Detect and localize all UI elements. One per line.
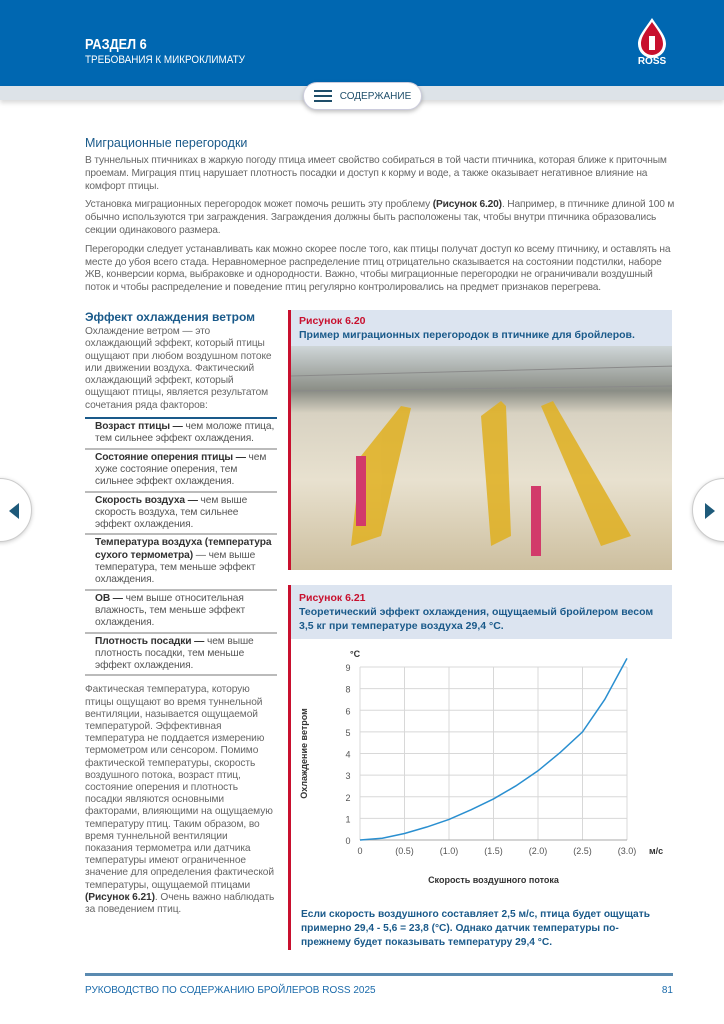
- figure-number: Рисунок 6.20: [299, 315, 366, 327]
- x-tick-label: (0.5): [395, 846, 414, 856]
- factors-list: [85, 417, 277, 676]
- x-axis-label: Скорость воздушного потока: [428, 875, 559, 885]
- figure-note: Если скорость воздушного составляет 2,5 м/с, птица будет ощущать примерно 29,4 - 5,6 = 23,8 (°C). Однако датчик температуры по-прежнему будет показывать температуру 29,4 °C.: [301, 909, 650, 948]
- y-tick-label: 0: [345, 836, 351, 846]
- y-tick-label: 1: [345, 814, 351, 825]
- chevron-left-icon: [9, 503, 19, 519]
- wind-chill-chart: [291, 639, 672, 901]
- migration-section: [85, 136, 677, 301]
- y-axis-label: Охлаждение ветром: [299, 708, 309, 799]
- contents-label: СОДЕРЖАНИЕ: [339, 90, 412, 102]
- y-tick-label: 4: [345, 749, 351, 760]
- footer: [85, 973, 673, 996]
- broiler-house-photo: [291, 346, 672, 570]
- y-tick-label: 9: [345, 663, 351, 673]
- y-tick-label: 3: [345, 771, 351, 782]
- figure-title: Пример миграционных перегородок в птичнике для бройлеров.: [299, 329, 635, 341]
- factor-item: Состояние оперения птицы — чем хуже состояние оперения, тем сильнее эффект охлаждения.: [85, 450, 277, 493]
- y-tick-label: 8: [345, 684, 351, 695]
- factor-item: Температура воздуха (температура сухого термометра) — чем выше температура, тем меньше эффект охлаждения.: [85, 535, 277, 590]
- section-subtitle: ТРЕБОВАНИЯ К МИКРОКЛИМАТУ: [85, 54, 245, 66]
- x-tick-label: (2.5): [573, 846, 592, 856]
- x-tick-label: (1.0): [439, 846, 459, 856]
- factor-item: Возраст птицы — чем моложе птица, тем сильнее эффект охлаждения.: [85, 419, 277, 450]
- y-unit: °C: [350, 649, 361, 659]
- chevron-right-icon: [705, 503, 715, 519]
- migration-heading: Миграционные перегородки: [85, 136, 248, 150]
- x-tick-label: (2.0): [528, 846, 548, 856]
- next-page-button[interactable]: [692, 478, 724, 542]
- section-title: РАЗДЕЛ 6: [85, 36, 147, 53]
- wind-section: [85, 310, 277, 916]
- figure-6-20: [288, 310, 672, 570]
- footer-title: РУКОВОДСТВО ПО СОДЕРЖАНИЮ БРОЙЛЕРОВ ROSS 2025: [85, 985, 376, 996]
- wind-heading: Эффект охлаждения ветром: [85, 310, 256, 324]
- svg-text:ROSS: ROSS: [637, 56, 667, 67]
- y-tick-label: 2: [345, 792, 351, 803]
- menu-icon: [314, 90, 332, 102]
- prev-page-button[interactable]: [0, 478, 32, 542]
- x-tick-label: (3.0): [617, 846, 637, 856]
- x-tick-label: 0: [357, 846, 363, 856]
- y-tick-label: 6: [345, 706, 351, 717]
- migration-p1: В туннельных птичниках в жаркую погоду птица имеет свойство собираться в той части птичника, которая ближе к приточным проемам. Миграция птиц нарушает плотность посадки и доступ к корму и воде, а также оказывает негативное влияние на комфорт птицы.: [85, 155, 667, 192]
- factor-item: ОВ — чем выше относительная влажность, тем меньше эффект охлаждения.: [85, 591, 277, 634]
- migration-p2: Установка миграционных перегородок может помочь решить эту проблему (Рисунок 6.20). Например, в птичнике длиной 100 м обычно используются три заграждения. Заграждения должны быть расположены так, чтобы внутри птичника образовались секции одинакового размера.: [85, 199, 675, 236]
- wind-intro: Охлаждение ветром — это охлаждающий эффект, который птицы ощущают при любом воздушном потоке или движении воздуха. Фактический охлаждающий эффект, который ощущают птицы, является результатом сочетания ряда факторов:: [85, 326, 272, 411]
- figure-6-21: [288, 585, 672, 950]
- factor-item: Скорость воздуха — чем выше скорость воздуха, тем сильнее эффект охлаждения.: [85, 493, 277, 536]
- page-number: 81: [661, 985, 673, 996]
- header: [0, 0, 724, 86]
- ross-logo: [630, 16, 674, 70]
- x-unit: м/с: [649, 846, 664, 856]
- migration-p3: Перегородки следует устанавливать как можно скорее после того, как птицы получат доступ ко всему птичнику, и оставлять на месте до убоя всего стада. Неравномерное распределение птиц отрицательно сказывается на состоянии подстилки, наборе ЖВ, конверсии корма, выбраковке и однородности. Важно, чтобы миграционные перегородки не ограничивали воздушный поток и чтобы распределение и поведение птиц регулярно контролировались на предмет признаков перегрева.: [85, 243, 671, 294]
- contents-button[interactable]: [303, 82, 422, 110]
- factor-item: Плотность посадки — чем выше плотность посадки, тем меньше эффект охлаждения.: [85, 634, 277, 677]
- y-tick-label: 5: [345, 727, 351, 738]
- figure-number: Рисунок 6.21: [299, 592, 366, 604]
- wind-outro: Фактическая температура, которую птицы ощущают во время туннельной вентиляции, называется ощущаемой температурой. Эффективная температура не поддается измерению термометром или сенсором. Помимо фактической температуры, скорость воздушного потока, возраст птиц, состояние оперения и плотность посадки являются основными факторами, влияющими на ощущаемую температуру птиц. Таким образом, во время туннельной вентиляции показания термометра или датчика температуры имеют ограниченное значение для определения фактической температуры, ощущаемой птицами (Рисунок 6.21). Очень важно наблюдать за поведением птиц.: [85, 684, 275, 916]
- x-tick-label: (1.5): [484, 846, 503, 856]
- figure-title: Теоретический эффект охлаждения, ощущаемый бройлером весом 3,5 кг при температуре воздуха 29,4 °C.: [299, 606, 654, 632]
